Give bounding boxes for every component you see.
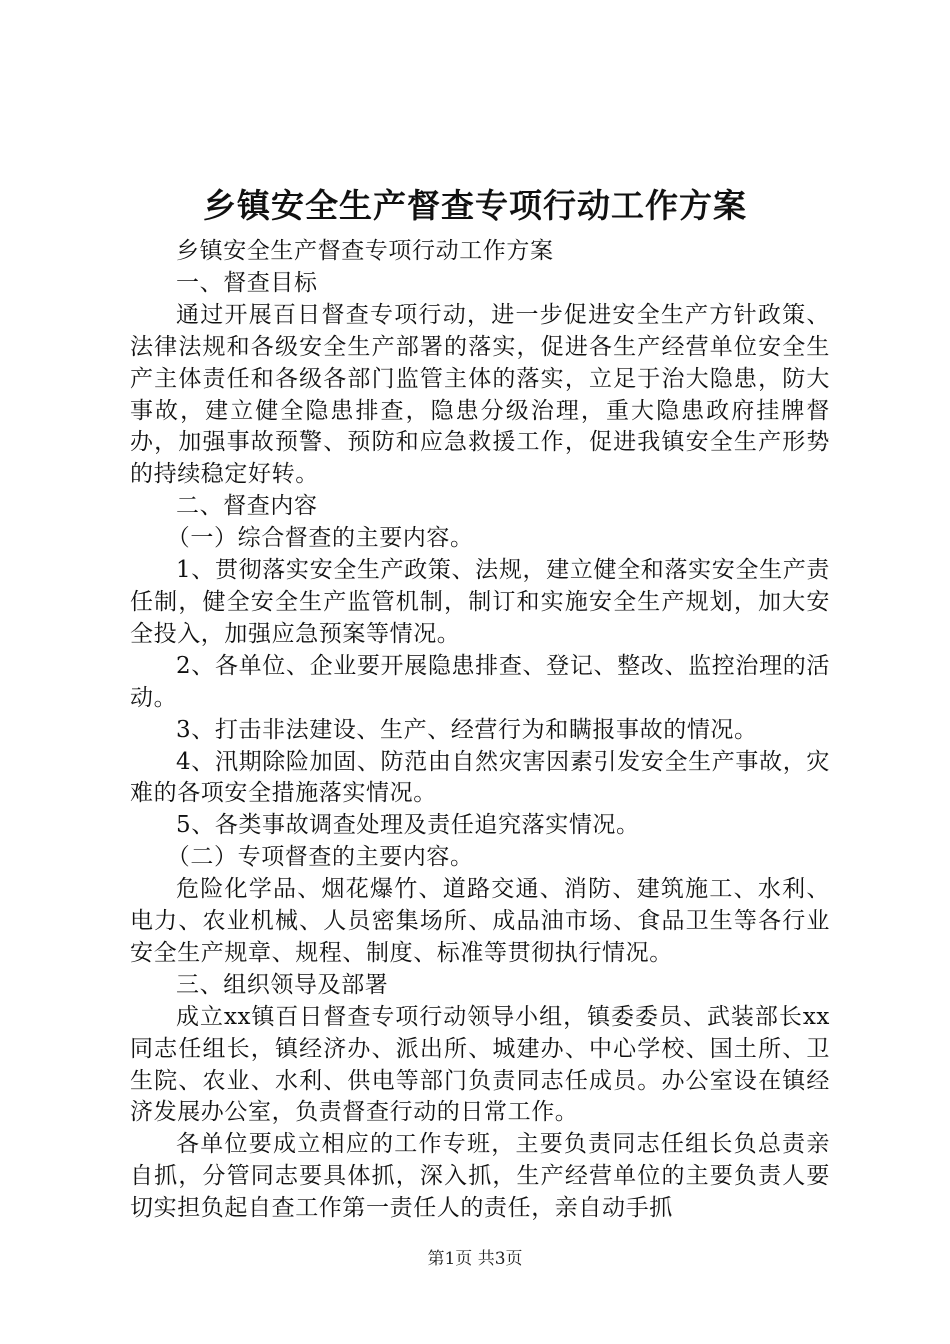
paragraph-units: 各单位要成立相应的工作专班，主要负责同志任组长负总责亲自抓，分管同志要具体抓，深入抓，生产经营单位的主要负责人要切实担负起自查工作第一责任人的责任，亲自动手抓 (130, 1131, 830, 1222)
list-item-2: 2、各单位、企业要开展隐患排查、登记、整改、监控治理的活动。 (130, 652, 830, 711)
page-number-footer: 第1页 共3页 (427, 1249, 523, 1269)
list-item-4: 4、汛期除险加固、防范由自然灾害因素引发安全生产事故，灾难的各项安全措施落实情况。 (130, 748, 830, 807)
paragraph-objectives: 通过开展百日督查专项行动，进一步促进安全生产方针政策、法律法规和各级安全生产部署的落实，促进各生产经营单位安全生产主体责任和各级各部门监管主体的落实，立足于治大隐患，防大事故，建立健全隐患排查，隐患分级治理，重大隐患政府挂牌督办，加强事故预警、预防和应急救援工作，促进我镇安全生产形势的持续稳定好转。 (130, 301, 830, 488)
section-heading-organization: 三、组织领导及部署 (176, 971, 389, 998)
paragraph-special: 危险化学品、烟花爆竹、道路交通、消防、建筑施工、水利、电力、农业机械、人员密集场所、成品油市场、食品卫生等各行业安全生产规章、规程、制度、标准等贯彻执行情况。 (130, 876, 830, 966)
document-body (130, 236, 830, 1225)
paragraph-subtitle: 乡镇安全生产督查专项行动工作方案 (176, 238, 554, 264)
document-title: 乡镇安全生产督查专项行动工作方案 (203, 186, 747, 225)
list-item-5: 5、各类事故调查处理及责任追究落实情况。 (176, 812, 640, 839)
section-heading-content: 二、督查内容 (176, 493, 318, 520)
subsection-heading-special: （二）专项督查的主要内容。 (166, 844, 474, 871)
subsection-heading-general: （一）综合督查的主要内容。 (166, 525, 474, 552)
section-heading-objectives: 一、督查目标 (176, 269, 318, 296)
list-item-1: 1、贯彻落实安全生产政策、法规，建立健全和落实安全生产责任制，健全安全生产监管机制，制订和实施安全生产规划，加大安全投入，加强应急预案等情况。 (130, 557, 830, 647)
list-item-3: 3、打击非法建设、生产、经营行为和瞒报事故的情况。 (176, 716, 758, 743)
paragraph-leadership: 成立xx镇百日督查专项行动领导小组，镇委委员、武装部长xx同志任组长，镇经济办、派出所、城建办、中心学校、国土所、卫生院、农业、水利、供电等部门负责同志任成员。办公室设在镇经济发展办公室，负责督查行动的日常工作。 (130, 1003, 830, 1126)
